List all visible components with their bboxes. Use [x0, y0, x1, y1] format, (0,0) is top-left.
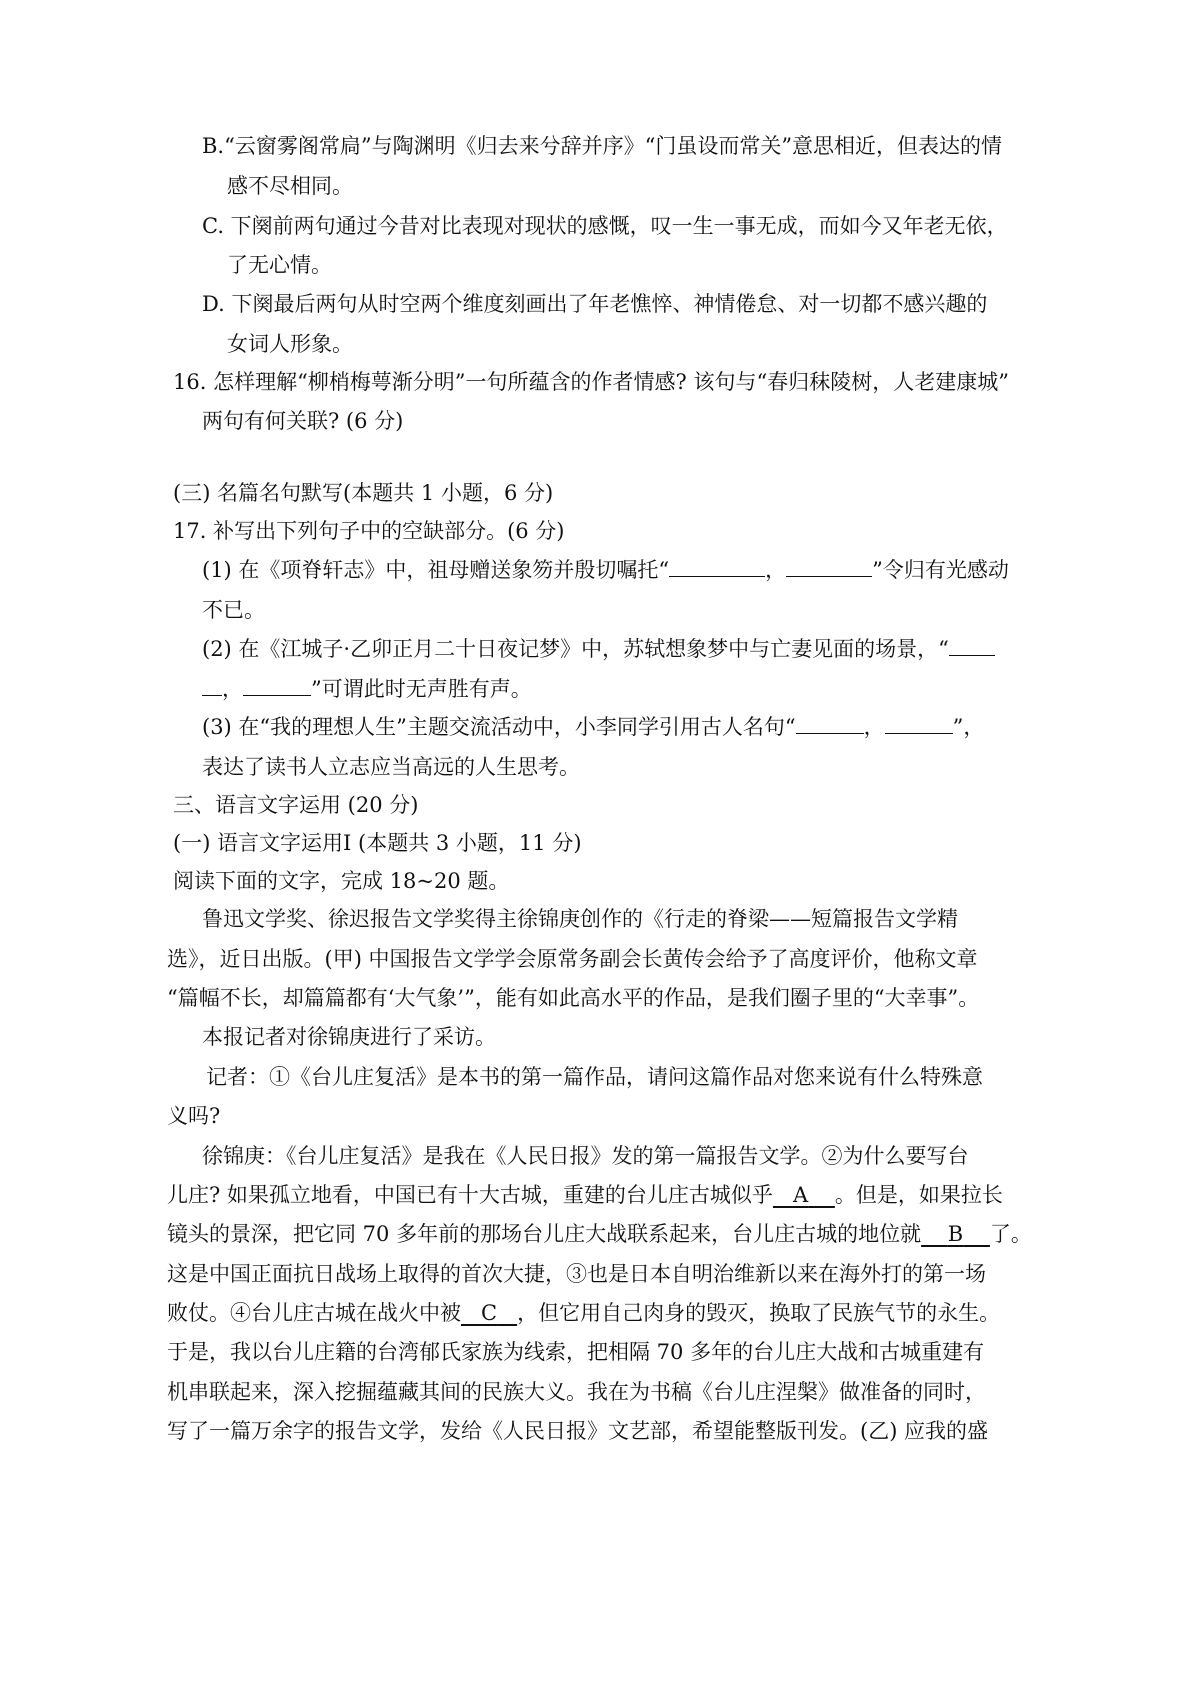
q16-line1: 16. 怎样理解“柳梢梅萼渐分明”一句所蕴含的作者情感? 该句与“春归秣陵树，人老建康城”	[173, 370, 1009, 394]
blank-label-b: B	[947, 1222, 964, 1246]
section-header-recitation: (三) 名篇名句默写(本题共 1 小题，6 分)	[173, 481, 554, 505]
q17-sub1-line1: (1) 在《项脊轩志》中，祖母赠送象笏并殷切嘱托“ ， ”令归有光感动	[202, 558, 1009, 582]
q17-sub1-line2: 不已。	[202, 598, 265, 622]
para4-line1: 徐锦庚：《台儿庄复活》是我在《人民日报》发的第一篇报告文学。②为什么要写台	[202, 1144, 969, 1168]
para2: 本报记者对徐锦庚进行了采访。	[202, 1025, 496, 1049]
para3-line2: 义吗?	[167, 1104, 221, 1128]
q16-line2: 两句有何关联? (6 分)	[202, 409, 404, 433]
part3-title: 三、语言文字运用 (20 分)	[173, 793, 419, 817]
para1-line3: “篇幅不长，却篇篇都有‘大气象’”，能有如此高水平的作品，是我们圈子里的“大幸事”。	[167, 986, 980, 1010]
para4-line5: 败仗。④台儿庄古城在战火中被 C ，但它用自己肉身的毁灭，换取了民族气节的永生。	[167, 1301, 1001, 1325]
q17-sub3-line2: 表达了读书人立志应当高远的人生思考。	[202, 755, 580, 779]
para1-line2: 选》，近日出版。(甲) 中国报告文学学会原常务副会长黄传会给予了高度评价，他称文章	[167, 947, 978, 971]
para4-line7: 机串联起来，深入挖掘蕴藏其间的民族大义。我在为书稿《台儿庄涅槃》做准备的同时，	[167, 1380, 986, 1404]
answer-blank[interactable]	[796, 713, 864, 734]
q15-option-b-line2: 感不尽相同。	[227, 174, 353, 198]
answer-blank[interactable]	[885, 713, 953, 734]
answer-blank[interactable]	[669, 556, 765, 577]
para1-line1: 鲁迅文学奖、徐迟报告文学奖得主徐锦庚创作的《行走的脊梁——短篇报告文学精	[202, 907, 958, 931]
q17-stem: 17. 补写出下列句子中的空缺部分。(6 分)	[173, 519, 565, 543]
q15-option-c-line1: C. 下阕前两句通过今昔对比表现对现状的感慨，叹一生一事无成，而如今又年老无依，	[202, 214, 1008, 238]
blank-label-c: C	[481, 1301, 498, 1325]
answer-blank[interactable]	[786, 556, 872, 577]
q17-sub2-line1: (2) 在《江城子·乙卯正月二十日夜记梦》中，苏轼想象梦中与亡妻见面的场景，“	[202, 634, 995, 664]
para3-line1: 记者：①《台儿庄复活》是本书的第一篇作品，请问这篇作品对您来说有什么特殊意	[206, 1065, 983, 1089]
para4-line2: 儿庄? 如果孤立地看，中国已有十大古城，重建的台儿庄古城似乎 A 。但是，如果拉长	[167, 1183, 1003, 1207]
para4-line3: 镜头的景深，把它同 70 多年前的那场台儿庄大战联系起来，台儿庄古城的地位就 B 了。	[167, 1222, 1032, 1246]
q17-sub3-line1: (3) 在“我的理想人生”主题交流活动中，小李同学引用古人名句“ ， ”，	[202, 715, 985, 739]
q15-option-c-line2: 了无心情。	[227, 253, 332, 277]
q15-option-d-line2: 女词人形象。	[227, 332, 353, 356]
para4-line6: 于是，我以台儿庄籍的台湾郁氏家族为线索，把相隔 70 多年的台儿庄大战和古城重建有	[167, 1340, 985, 1364]
q15-option-d-line1: D. 下阕最后两句从时空两个维度刻画出了年老憔悴、神情倦怠、对一切都不感兴趣的	[202, 292, 988, 316]
q15-option-b-line1: B.“云窗雾阁常扃”与陶渊明《归去来兮辞并序》“门虽设而常关”意思相近，但表达的情	[202, 134, 1003, 158]
answer-blank[interactable]	[949, 635, 995, 656]
part3-subsection: (一) 语言文字运用Ⅰ (本题共 3 小题，11 分)	[173, 831, 582, 855]
reading-instruction: 阅读下面的文字，完成 18~20 题。	[173, 869, 510, 893]
q17-sub2-line2: ， ”可谓此时无声胜有声。	[202, 674, 532, 704]
answer-blank[interactable]	[243, 675, 311, 696]
answer-blank[interactable]	[202, 675, 222, 696]
para4-line8: 写了一篇万余字的报告文学，发给《人民日报》文艺部，希望能整版刊发。(乙) 应我的盛	[167, 1419, 989, 1443]
blank-label-a: A	[792, 1183, 809, 1207]
para4-line4: 这是中国正面抗日战场上取得的首次大捷，③也是日本自明治维新以来在海外打的第一场	[167, 1262, 986, 1286]
